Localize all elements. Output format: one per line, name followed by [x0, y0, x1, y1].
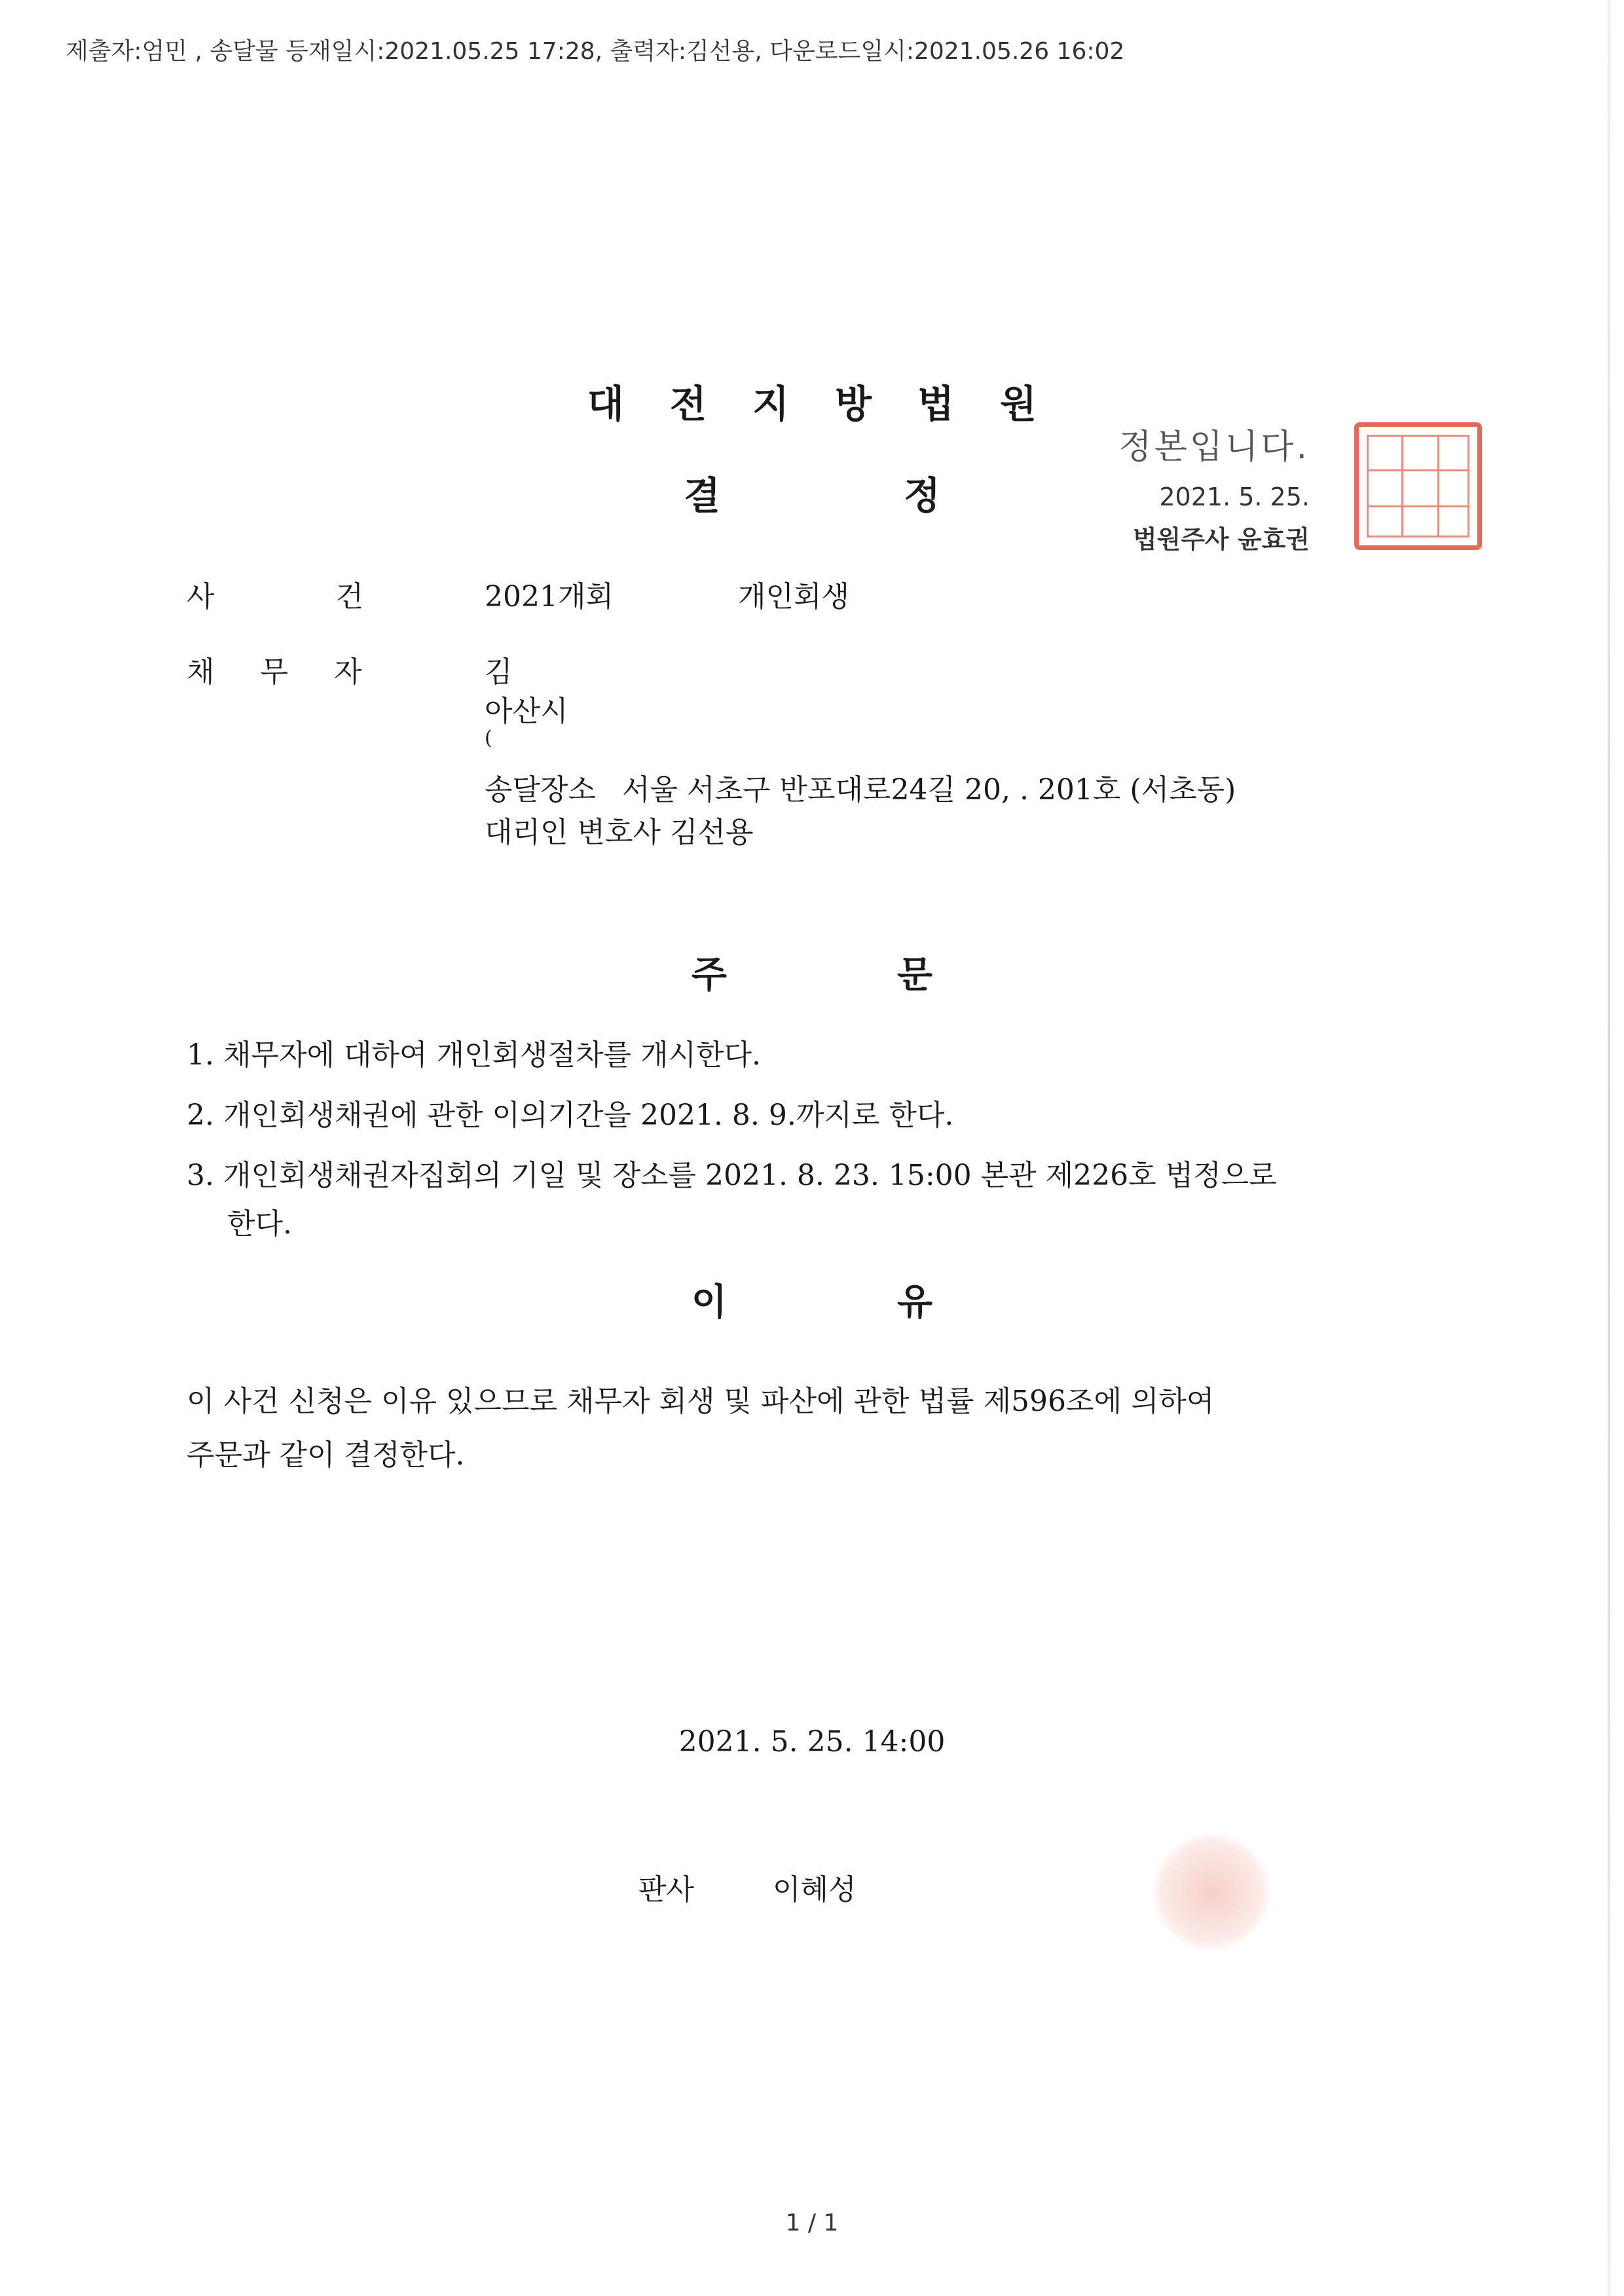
- debtor-name: 김: [485, 655, 513, 689]
- case-label: [187, 573, 363, 615]
- delivery-line: [485, 766, 1236, 808]
- reason-text: [187, 1375, 1431, 1482]
- order-list: [187, 1038, 1431, 1256]
- order-item-2: 2. 개인회생채권에 관한 이의기간을 2021. 8. 9.까지로 한다.: [187, 1099, 954, 1132]
- case-type: 개인회생: [737, 580, 849, 613]
- debtor-label-char-2: 무: [260, 655, 289, 689]
- court-name: 대전지방법원: [587, 382, 1083, 426]
- judge-signature-line: [638, 1866, 857, 1908]
- scan-edge: [1608, 0, 1610, 2296]
- reason-title-char-2: 유: [897, 1281, 933, 1324]
- certification-text: 정본입니다.: [1118, 428, 1310, 467]
- case-label-char-2: 건: [335, 580, 364, 613]
- judge-name: 이혜성: [773, 1873, 857, 1906]
- judge-seal-icon: [1153, 1833, 1270, 1951]
- download-header: 제출자:엄민 , 송달물 등재일시:2021.05.25 17:28, 출력자:김선용, 다운로드일시:2021.05.26 16:02: [65, 38, 1125, 65]
- order-item-3-continued: 한다.: [227, 1207, 292, 1241]
- reason-title-char-1: 이: [691, 1281, 727, 1324]
- court-seal-icon: [1354, 422, 1482, 550]
- case-label-char-1: 사: [187, 580, 215, 613]
- order-title: [0, 946, 1624, 998]
- order-title-char-1: 주: [691, 954, 727, 996]
- delivery-label: 송달장소: [485, 773, 597, 807]
- case-number: 2021개회: [485, 580, 614, 613]
- debtor-label-char-1: 채: [187, 655, 215, 689]
- reason-title: [0, 1273, 1624, 1326]
- page-number: 1 / 1: [785, 2210, 839, 2236]
- debtor-agent: 대리인 변호사 김선용: [485, 816, 754, 849]
- certification-clerk: 법원주사 윤효권: [1132, 525, 1310, 554]
- certification-date: 2021. 5. 25.: [1159, 483, 1310, 511]
- order-item-3: 3. 개인회생채권자집회의 기일 및 장소를 2021. 8. 23. 15:00 본관 제226호 법정으로: [187, 1159, 1277, 1192]
- doc-type-char-2: 정: [904, 473, 941, 518]
- judge-title: 판사: [638, 1873, 695, 1906]
- delivery-address: 서울 서초구 반포대로24길 20, . 201호 (서초동): [622, 773, 1236, 807]
- reason-line-1: 이 사건 신청은 이유 있으므로 채무자 회생 및 파산에 관한 법률 제596조에 의하여: [187, 1385, 1215, 1418]
- doc-type-char-1: 결: [683, 473, 720, 518]
- case-value: [485, 573, 849, 615]
- debtor-label-char-3: 자: [334, 655, 362, 689]
- certification-block: [1074, 419, 1310, 555]
- decision-date: 2021. 5. 25. 14:00: [678, 1725, 946, 1758]
- debtor-address: 아산시: [485, 695, 568, 728]
- debtor-address-paren: (: [485, 727, 492, 750]
- order-title-char-2: 문: [897, 954, 933, 996]
- debtor-label: [187, 648, 362, 690]
- reason-line-2: 주문과 같이 결정한다.: [187, 1438, 465, 1472]
- order-item-1: 1. 채무자에 대하여 개인회생절차를 개시한다.: [187, 1038, 761, 1072]
